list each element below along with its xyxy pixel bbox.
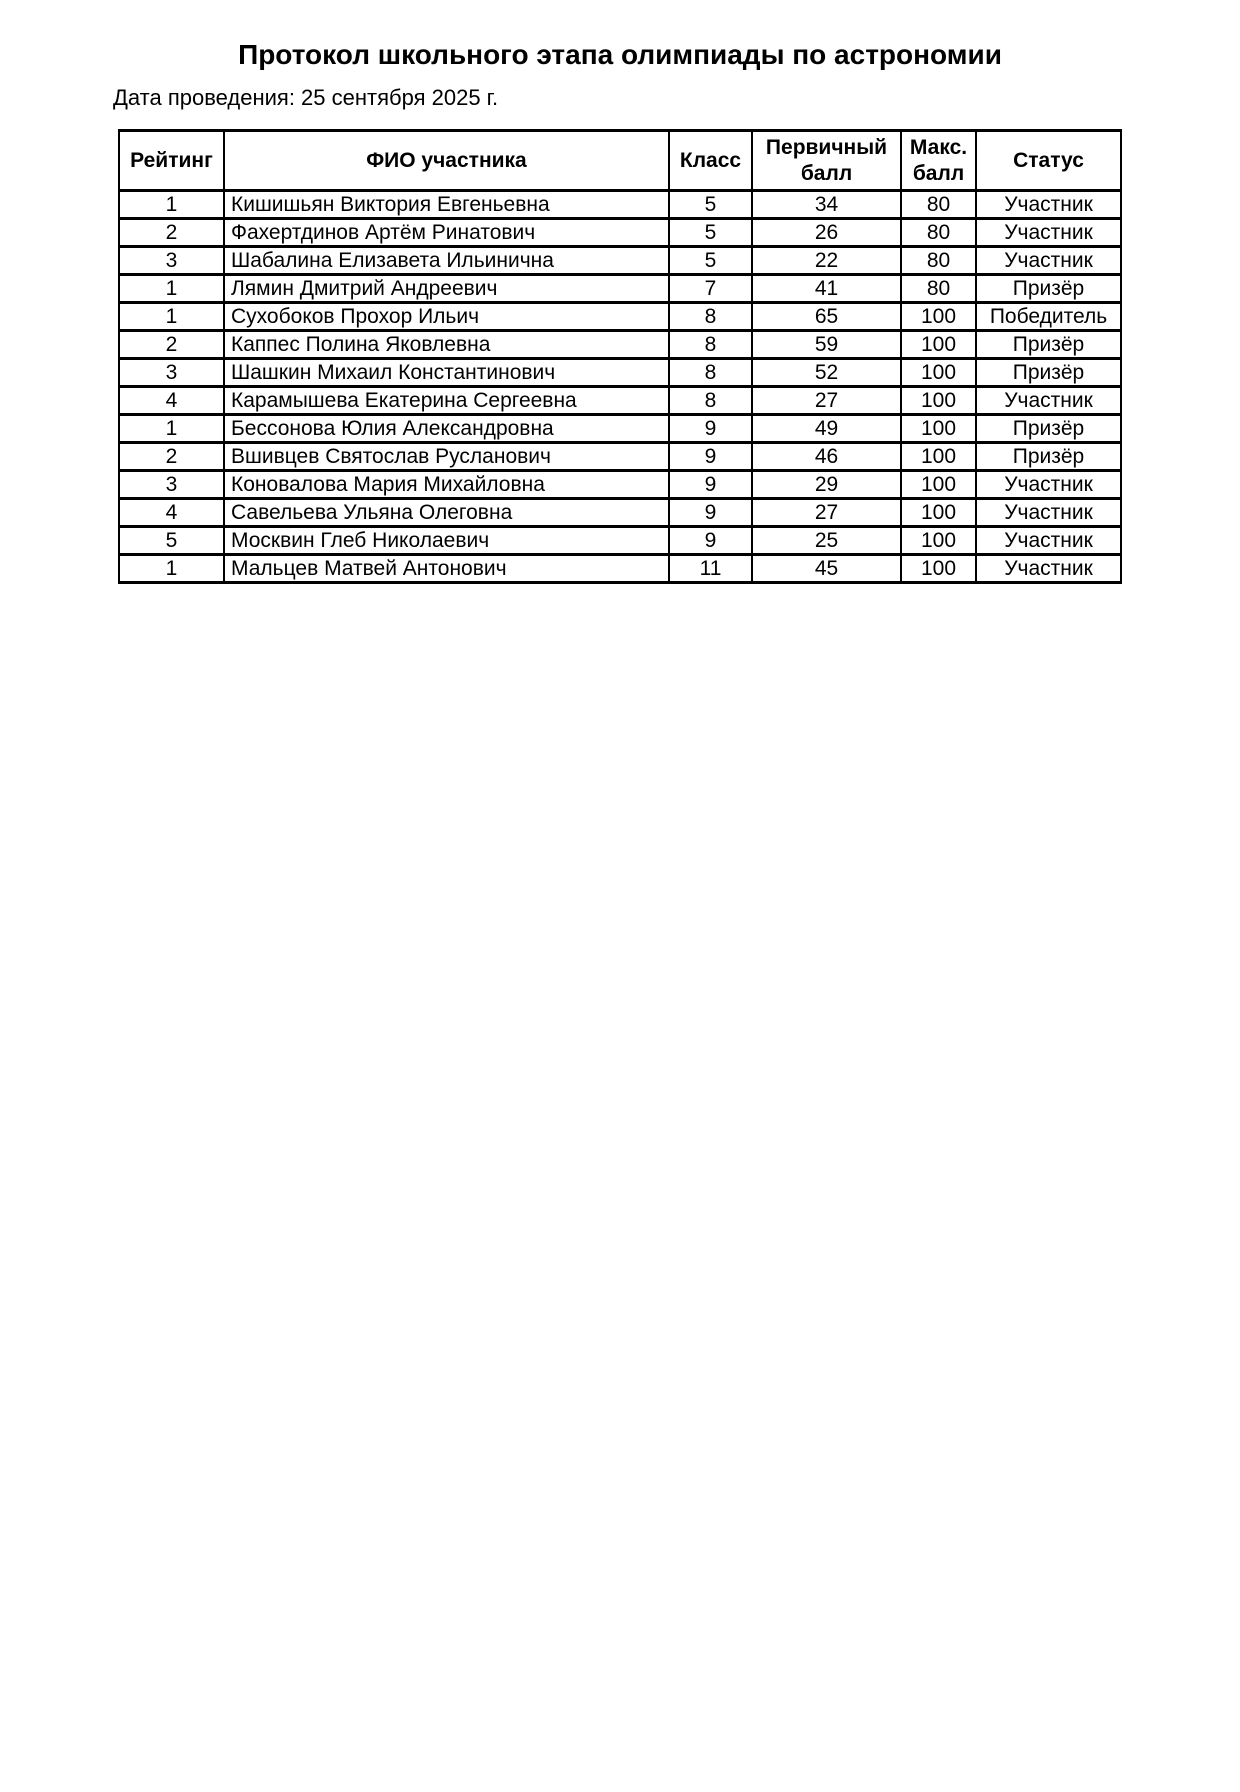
table-row bbox=[119, 443, 1121, 471]
rating-cell: 4 bbox=[119, 387, 224, 415]
max-score-cell: 100 bbox=[901, 471, 976, 499]
table-row bbox=[119, 331, 1121, 359]
header-status: Статус bbox=[976, 131, 1121, 191]
header-grade: Класс bbox=[669, 131, 752, 191]
primary-score-cell: 26 bbox=[752, 219, 901, 247]
status-cell: Участник bbox=[976, 499, 1121, 527]
primary-score-cell: 25 bbox=[752, 527, 901, 555]
table-row bbox=[119, 247, 1121, 275]
status-cell: Участник bbox=[976, 387, 1121, 415]
name-cell: Каппес Полина Яковлевна bbox=[224, 331, 669, 359]
rating-cell: 4 bbox=[119, 499, 224, 527]
page-title: Протокол школьного этапа олимпиады по астрономии bbox=[238, 39, 1002, 70]
name-cell: Москвин Глеб Николаевич bbox=[224, 527, 669, 555]
name-cell: Карамышева Екатерина Сергеевна bbox=[224, 387, 669, 415]
primary-score-cell: 29 bbox=[752, 471, 901, 499]
max-score-cell: 100 bbox=[901, 527, 976, 555]
name-cell: Бессонова Юлия Александровна bbox=[224, 415, 669, 443]
name-cell: Сухобоков Прохор Ильич bbox=[224, 303, 669, 331]
rating-cell: 3 bbox=[119, 247, 224, 275]
rating-cell: 2 bbox=[119, 443, 224, 471]
grade-cell: 7 bbox=[669, 275, 752, 303]
rating-cell: 1 bbox=[119, 275, 224, 303]
table-row bbox=[119, 275, 1121, 303]
rating-cell: 1 bbox=[119, 191, 224, 219]
table-row bbox=[119, 359, 1121, 387]
results-table-header bbox=[119, 131, 1121, 191]
name-cell: Савельева Ульяна Олеговна bbox=[224, 499, 669, 527]
max-score-cell: 100 bbox=[901, 387, 976, 415]
status-cell: Призёр bbox=[976, 331, 1121, 359]
grade-cell: 8 bbox=[669, 303, 752, 331]
status-cell: Участник bbox=[976, 191, 1121, 219]
grade-cell: 9 bbox=[669, 499, 752, 527]
rating-cell: 2 bbox=[119, 331, 224, 359]
max-score-cell: 80 bbox=[901, 275, 976, 303]
primary-score-cell: 45 bbox=[752, 555, 901, 583]
primary-score-cell: 27 bbox=[752, 387, 901, 415]
status-cell: Участник bbox=[976, 247, 1121, 275]
max-score-cell: 100 bbox=[901, 555, 976, 583]
primary-score-cell: 34 bbox=[752, 191, 901, 219]
results-table bbox=[118, 129, 1122, 584]
max-score-cell: 100 bbox=[901, 359, 976, 387]
grade-cell: 8 bbox=[669, 359, 752, 387]
primary-score-cell: 52 bbox=[752, 359, 901, 387]
max-score-cell: 100 bbox=[901, 415, 976, 443]
table-row bbox=[119, 499, 1121, 527]
rating-cell: 3 bbox=[119, 471, 224, 499]
grade-cell: 9 bbox=[669, 527, 752, 555]
table-row bbox=[119, 303, 1121, 331]
grade-cell: 9 bbox=[669, 443, 752, 471]
name-cell: Лямин Дмитрий Андреевич bbox=[224, 275, 669, 303]
header-primary-score: Первичный балл bbox=[752, 131, 901, 191]
primary-score-cell: 49 bbox=[752, 415, 901, 443]
primary-score-cell: 65 bbox=[752, 303, 901, 331]
name-cell: Мальцев Матвей Антонович bbox=[224, 555, 669, 583]
max-score-cell: 100 bbox=[901, 443, 976, 471]
name-cell: Фахертдинов Артём Ринатович bbox=[224, 219, 669, 247]
rating-cell: 1 bbox=[119, 303, 224, 331]
rating-cell: 3 bbox=[119, 359, 224, 387]
rating-cell: 2 bbox=[119, 219, 224, 247]
status-cell: Участник bbox=[976, 219, 1121, 247]
grade-cell: 5 bbox=[669, 219, 752, 247]
primary-score-cell: 46 bbox=[752, 443, 901, 471]
header-name: ФИО участника bbox=[224, 131, 669, 191]
grade-cell: 5 bbox=[669, 247, 752, 275]
rating-cell: 5 bbox=[119, 527, 224, 555]
rating-cell: 1 bbox=[119, 555, 224, 583]
status-cell: Призёр bbox=[976, 275, 1121, 303]
header-row bbox=[119, 131, 1121, 191]
table-row bbox=[119, 219, 1121, 247]
grade-cell: 9 bbox=[669, 415, 752, 443]
name-cell: Шабалина Елизавета Ильинична bbox=[224, 247, 669, 275]
max-score-cell: 80 bbox=[901, 247, 976, 275]
status-cell: Участник bbox=[976, 527, 1121, 555]
name-cell: Шашкин Михаил Константинович bbox=[224, 359, 669, 387]
status-cell: Участник bbox=[976, 471, 1121, 499]
grade-cell: 9 bbox=[669, 471, 752, 499]
table-row bbox=[119, 471, 1121, 499]
name-cell: Вшивцев Святослав Русланович bbox=[224, 443, 669, 471]
max-score-cell: 100 bbox=[901, 331, 976, 359]
max-score-cell: 80 bbox=[901, 191, 976, 219]
max-score-cell: 100 bbox=[901, 303, 976, 331]
status-cell: Призёр bbox=[976, 359, 1121, 387]
table-row bbox=[119, 527, 1121, 555]
table-row bbox=[119, 415, 1121, 443]
grade-cell: 8 bbox=[669, 387, 752, 415]
event-date-line: Дата проведения: 25 сентября 2025 г. bbox=[113, 85, 499, 110]
name-cell: Коновалова Мария Михайловна bbox=[224, 471, 669, 499]
table-row bbox=[119, 191, 1121, 219]
status-cell: Призёр bbox=[976, 415, 1121, 443]
status-cell: Победитель bbox=[976, 303, 1121, 331]
name-cell: Кишишьян Виктория Евгеньевна bbox=[224, 191, 669, 219]
grade-cell: 11 bbox=[669, 555, 752, 583]
max-score-cell: 100 bbox=[901, 499, 976, 527]
status-cell: Участник bbox=[976, 555, 1121, 583]
results-table-body bbox=[119, 191, 1121, 583]
grade-cell: 8 bbox=[669, 331, 752, 359]
table-row bbox=[119, 387, 1121, 415]
rating-cell: 1 bbox=[119, 415, 224, 443]
primary-score-cell: 27 bbox=[752, 499, 901, 527]
primary-score-cell: 41 bbox=[752, 275, 901, 303]
primary-score-cell: 59 bbox=[752, 331, 901, 359]
table-row bbox=[119, 555, 1121, 583]
primary-score-cell: 22 bbox=[752, 247, 901, 275]
status-cell: Призёр bbox=[976, 443, 1121, 471]
header-max-score: Макс. балл bbox=[901, 131, 976, 191]
header-rating: Рейтинг bbox=[119, 131, 224, 191]
grade-cell: 5 bbox=[669, 191, 752, 219]
max-score-cell: 80 bbox=[901, 219, 976, 247]
